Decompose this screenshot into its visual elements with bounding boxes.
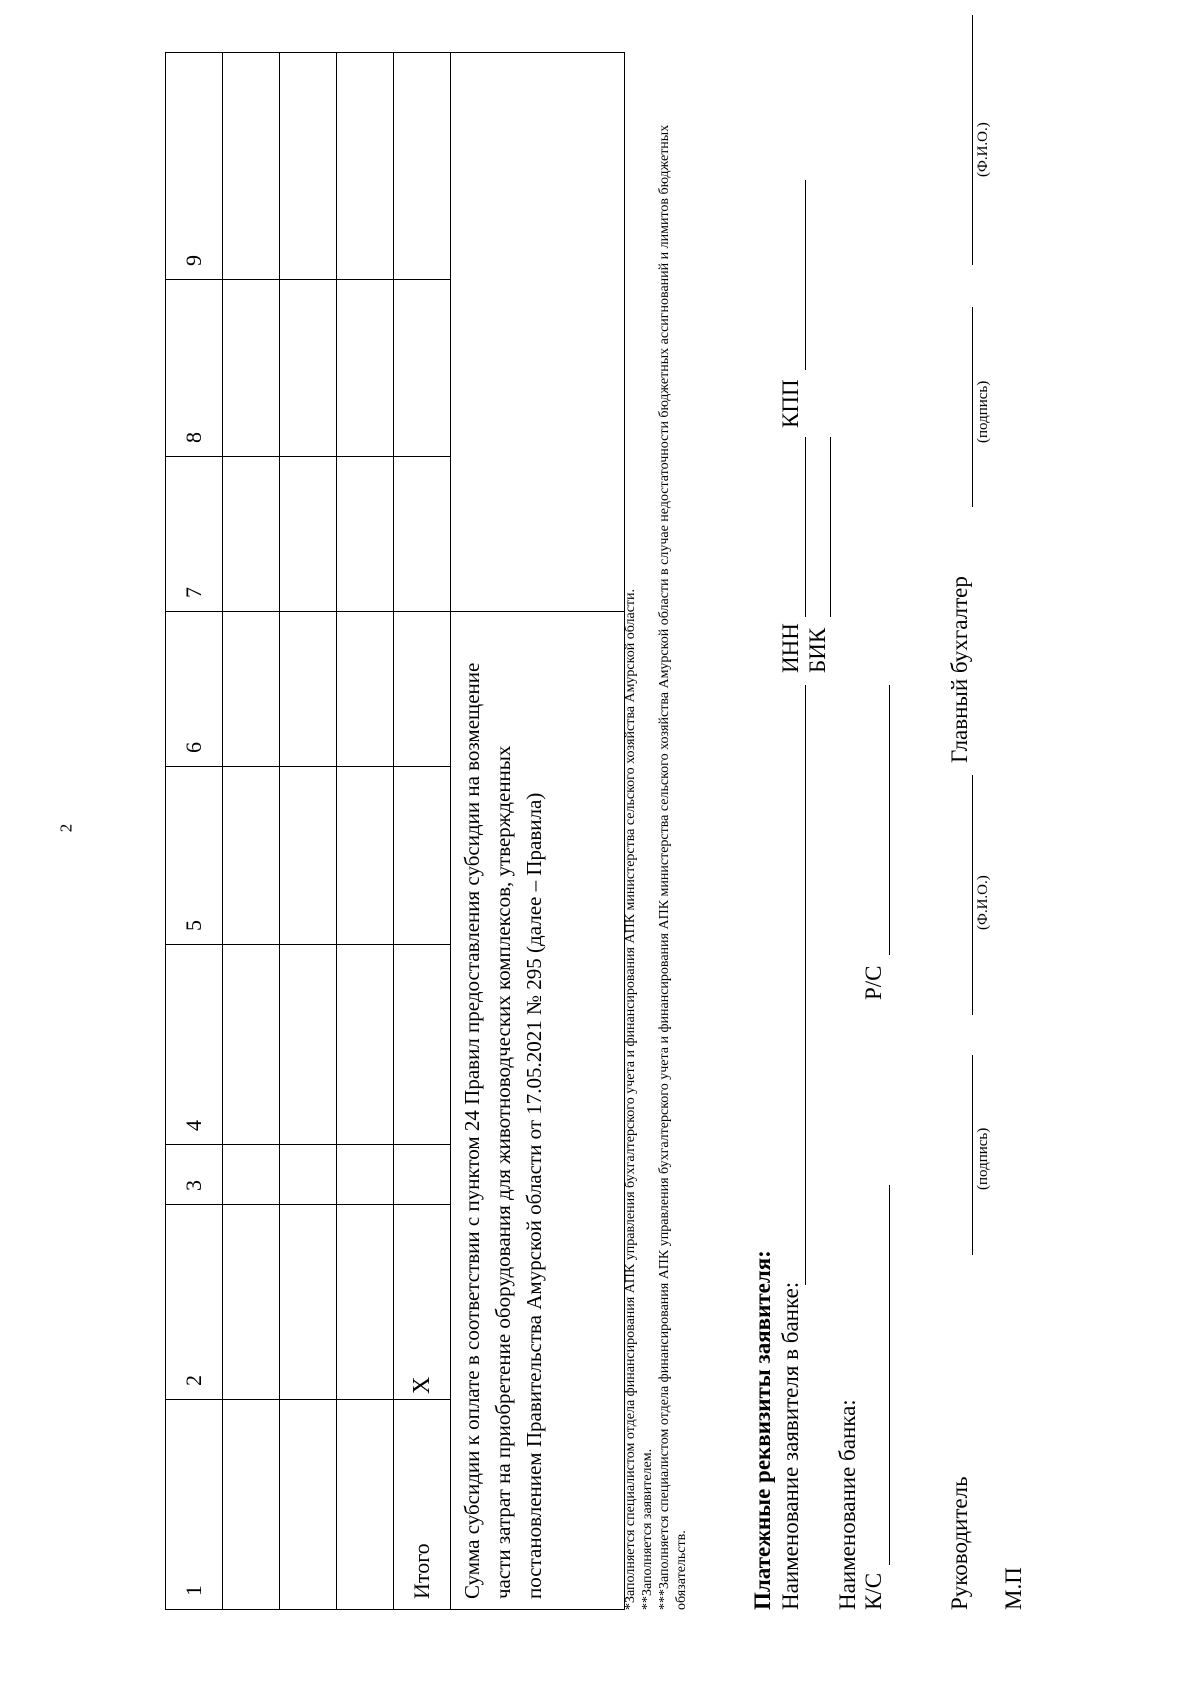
subsidy-table	[165, 52, 625, 1610]
accountant-fio-field[interactable]	[972, 15, 973, 265]
head-fio-field[interactable]	[972, 775, 973, 1015]
header-cell-6: 6	[166, 612, 223, 767]
total-label: Итого	[394, 1400, 451, 1610]
stamp-label: М.П	[1001, 1567, 1026, 1610]
kpp-label: КПП	[778, 379, 803, 428]
bank-label: Наименование банка:	[835, 1399, 860, 1610]
footnote-3: ***Заполняется специалистом отдела финансирования АПК управления бухгалтерского учета и финансирования АПК министерства сельского хозяйства Амурской области в случае недостаточности бюджетных ассигнований и лимитов бюджетных обязательств.	[657, 124, 689, 1610]
chief-accountant-label: Главный бухгалтер	[947, 576, 972, 763]
subsidy-description: Сумма субсидии к оплате в соответствии с пунктом 24 Правил предоставления субсидии на возмещение части затрат на приобретение оборудования для животноводческих комплексов, утвержденных постановлением Правительства Амурской области от 17.05.2021 № 295 (далее – Правила)	[451, 612, 625, 1610]
head-label: Руководитель	[947, 1476, 972, 1610]
head-fio-caption: (Ф.И.О.)	[975, 875, 991, 930]
subsidy-row	[451, 53, 625, 1610]
header-cell-3: 3	[166, 1145, 223, 1205]
bik-label: БИК	[805, 627, 830, 673]
inn-field[interactable]	[805, 437, 806, 617]
rs-label: Р/С	[861, 965, 886, 1000]
inn-label: ИНН	[778, 623, 803, 673]
ks-field[interactable]	[889, 1185, 890, 1565]
kpp-field[interactable]	[805, 180, 806, 370]
bank-name-field[interactable]	[805, 685, 806, 1285]
footnote-2: **Заполняется заявителем.	[640, 1448, 655, 1610]
footnotes	[622, 50, 690, 1610]
table-header-row	[166, 53, 223, 1610]
rotated-form	[165, 0, 1200, 1655]
header-cell-7: 7	[166, 457, 223, 612]
requisites-heading: Платежные реквизиты заявителя:	[750, 1250, 775, 1610]
head-signature-caption: (подпись)	[975, 1127, 991, 1190]
accountant-fio-caption: (Ф.И.О.)	[975, 122, 991, 177]
bank-name-label: Наименование заявителя в банке:	[778, 1281, 803, 1610]
table-row	[337, 53, 394, 1610]
accountant-signature-field[interactable]	[972, 307, 973, 507]
header-cell-1: 1	[166, 1400, 223, 1610]
table-row	[223, 53, 280, 1610]
bik-field[interactable]	[830, 437, 831, 617]
page-number: 2	[56, 823, 76, 833]
footnote-1: *Заполняется специалистом отдела финансирования АПК управления бухгалтерского учета и финансирования АПК министерства сельского хозяйства Амурской области.	[623, 588, 638, 1610]
accountant-signature-caption: (подпись)	[975, 380, 991, 443]
head-signature-field[interactable]	[972, 1055, 973, 1255]
header-cell-8: 8	[166, 280, 223, 457]
total-x-mark: Х	[394, 1205, 451, 1400]
header-cell-5: 5	[166, 767, 223, 945]
total-row	[394, 53, 451, 1610]
rs-field[interactable]	[889, 685, 890, 955]
table-row	[280, 53, 337, 1610]
header-cell-9: 9	[166, 53, 223, 280]
ks-label: К/С	[861, 1572, 886, 1610]
subsidy-amount-cell	[451, 53, 625, 612]
header-cell-4: 4	[166, 945, 223, 1145]
header-cell-2: 2	[166, 1205, 223, 1400]
